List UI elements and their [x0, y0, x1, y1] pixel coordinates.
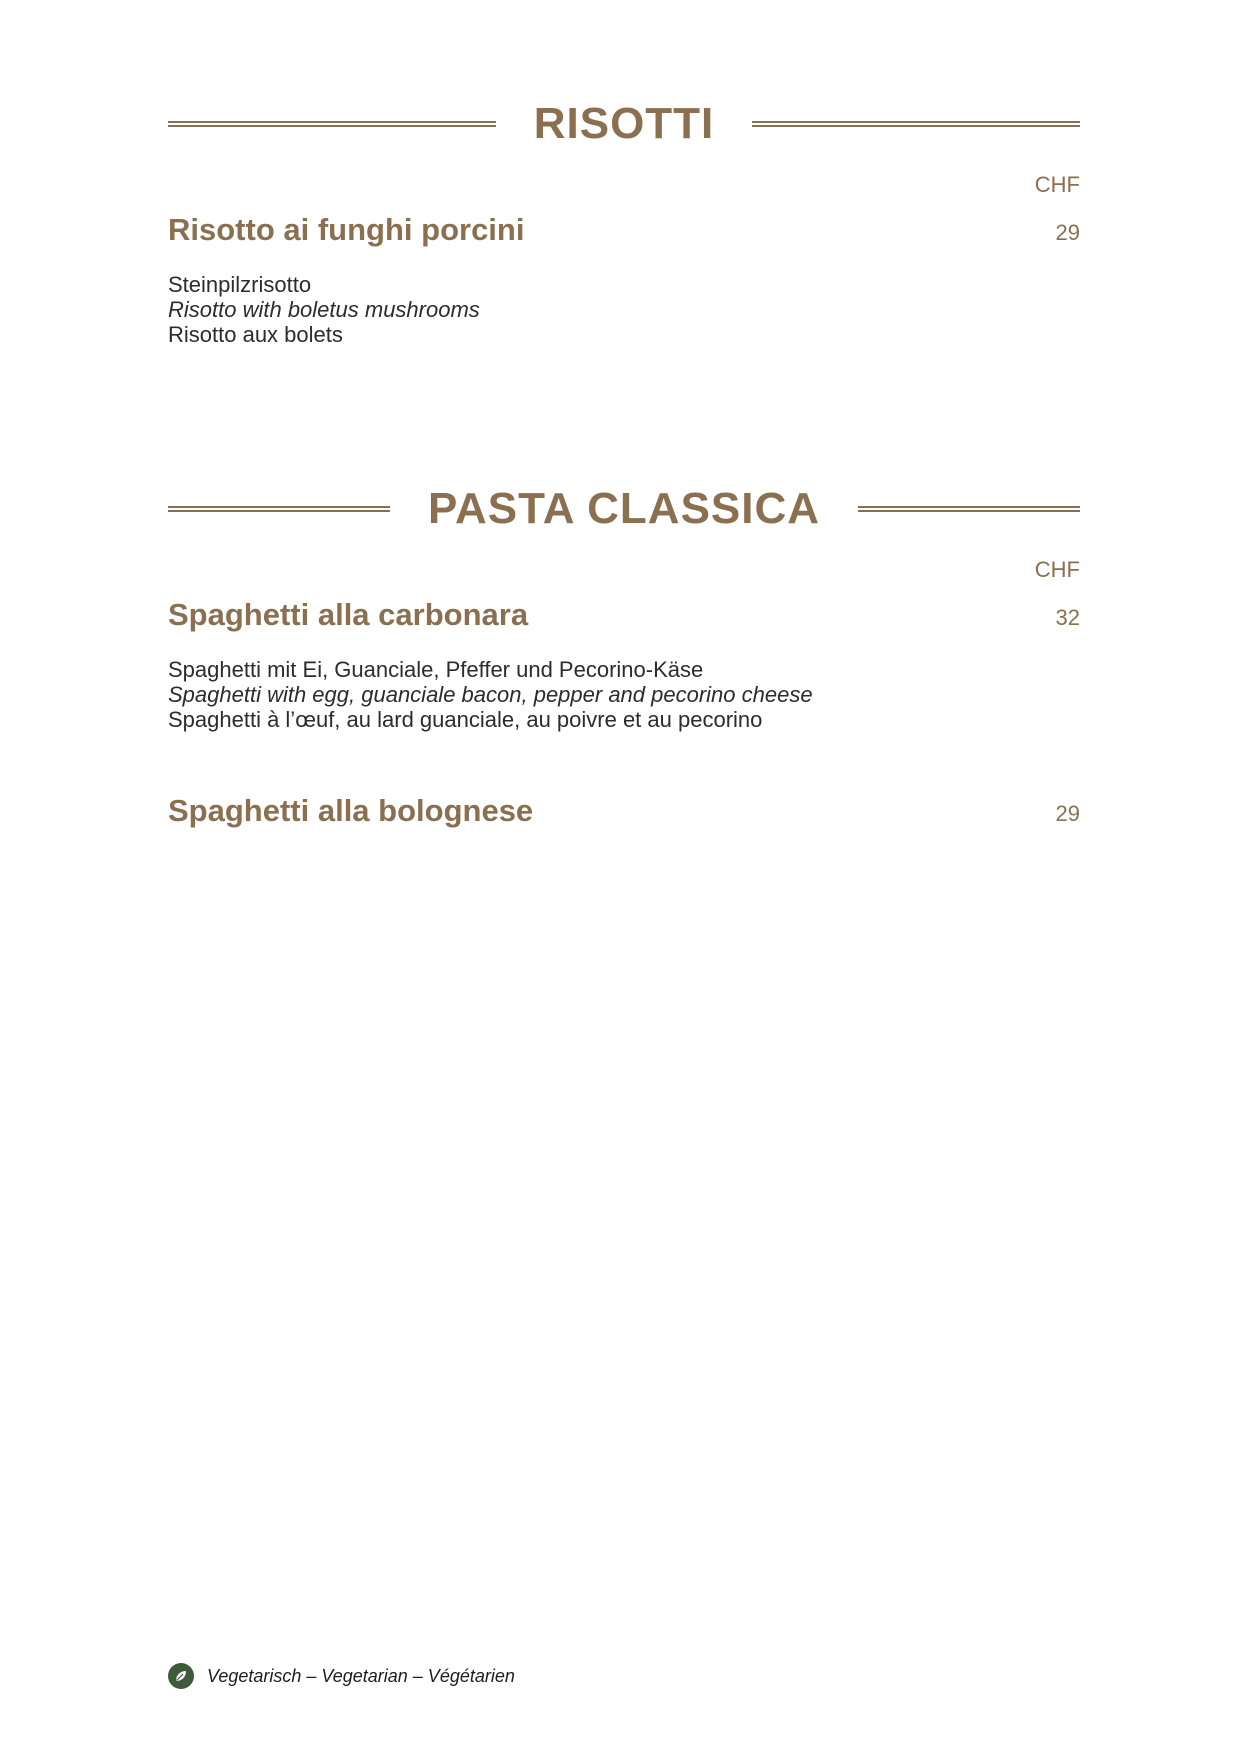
legend-text: Vegetarisch – Vegetarian – Végétarien [207, 1665, 515, 1686]
dish-row [168, 597, 1080, 633]
dish-price: 32 [1055, 605, 1080, 630]
header-rule-right [858, 506, 1080, 512]
dish-name: Risotto ai funghi porcini [168, 212, 525, 247]
description-en: Spaghetti with egg, guanciale bacon, pepper and pecorino cheese [168, 682, 813, 707]
section-header-risotti [168, 96, 1080, 152]
description-fr: Risotto aux bolets [168, 322, 343, 347]
dish-row [168, 793, 1080, 829]
description-fr: Spaghetti à l’œuf, au lard guanciale, au poivre et au pecorino [168, 707, 763, 732]
description-de: Steinpilzrisotto [168, 272, 312, 297]
dish-description [168, 272, 1080, 347]
vegetarian-legend [168, 1663, 515, 1689]
currency-label: CHF [1034, 557, 1080, 582]
vegetarian-leaf-icon [168, 1663, 194, 1689]
currency-label: CHF [1034, 172, 1080, 197]
dish-name: Spaghetti alla bolognese [168, 793, 534, 828]
dish-row [168, 212, 1080, 248]
description-de: Spaghetti mit Ei, Guanciale, Pfeffer und Pecorino-Käse [168, 657, 704, 682]
section-title: RISOTTI [533, 99, 715, 148]
section-header-pasta-classica [168, 481, 1080, 537]
dish-description [168, 657, 1080, 732]
header-rule-left [168, 121, 496, 127]
section-title: PASTA CLASSICA [427, 484, 821, 533]
dish-price: 29 [1055, 801, 1080, 826]
dish-price: 29 [1055, 220, 1080, 245]
description-en: Risotto with boletus mushrooms [168, 297, 480, 322]
header-rule-left [168, 506, 390, 512]
header-rule-right [752, 121, 1080, 127]
dish-name: Spaghetti alla carbonara [168, 597, 529, 632]
